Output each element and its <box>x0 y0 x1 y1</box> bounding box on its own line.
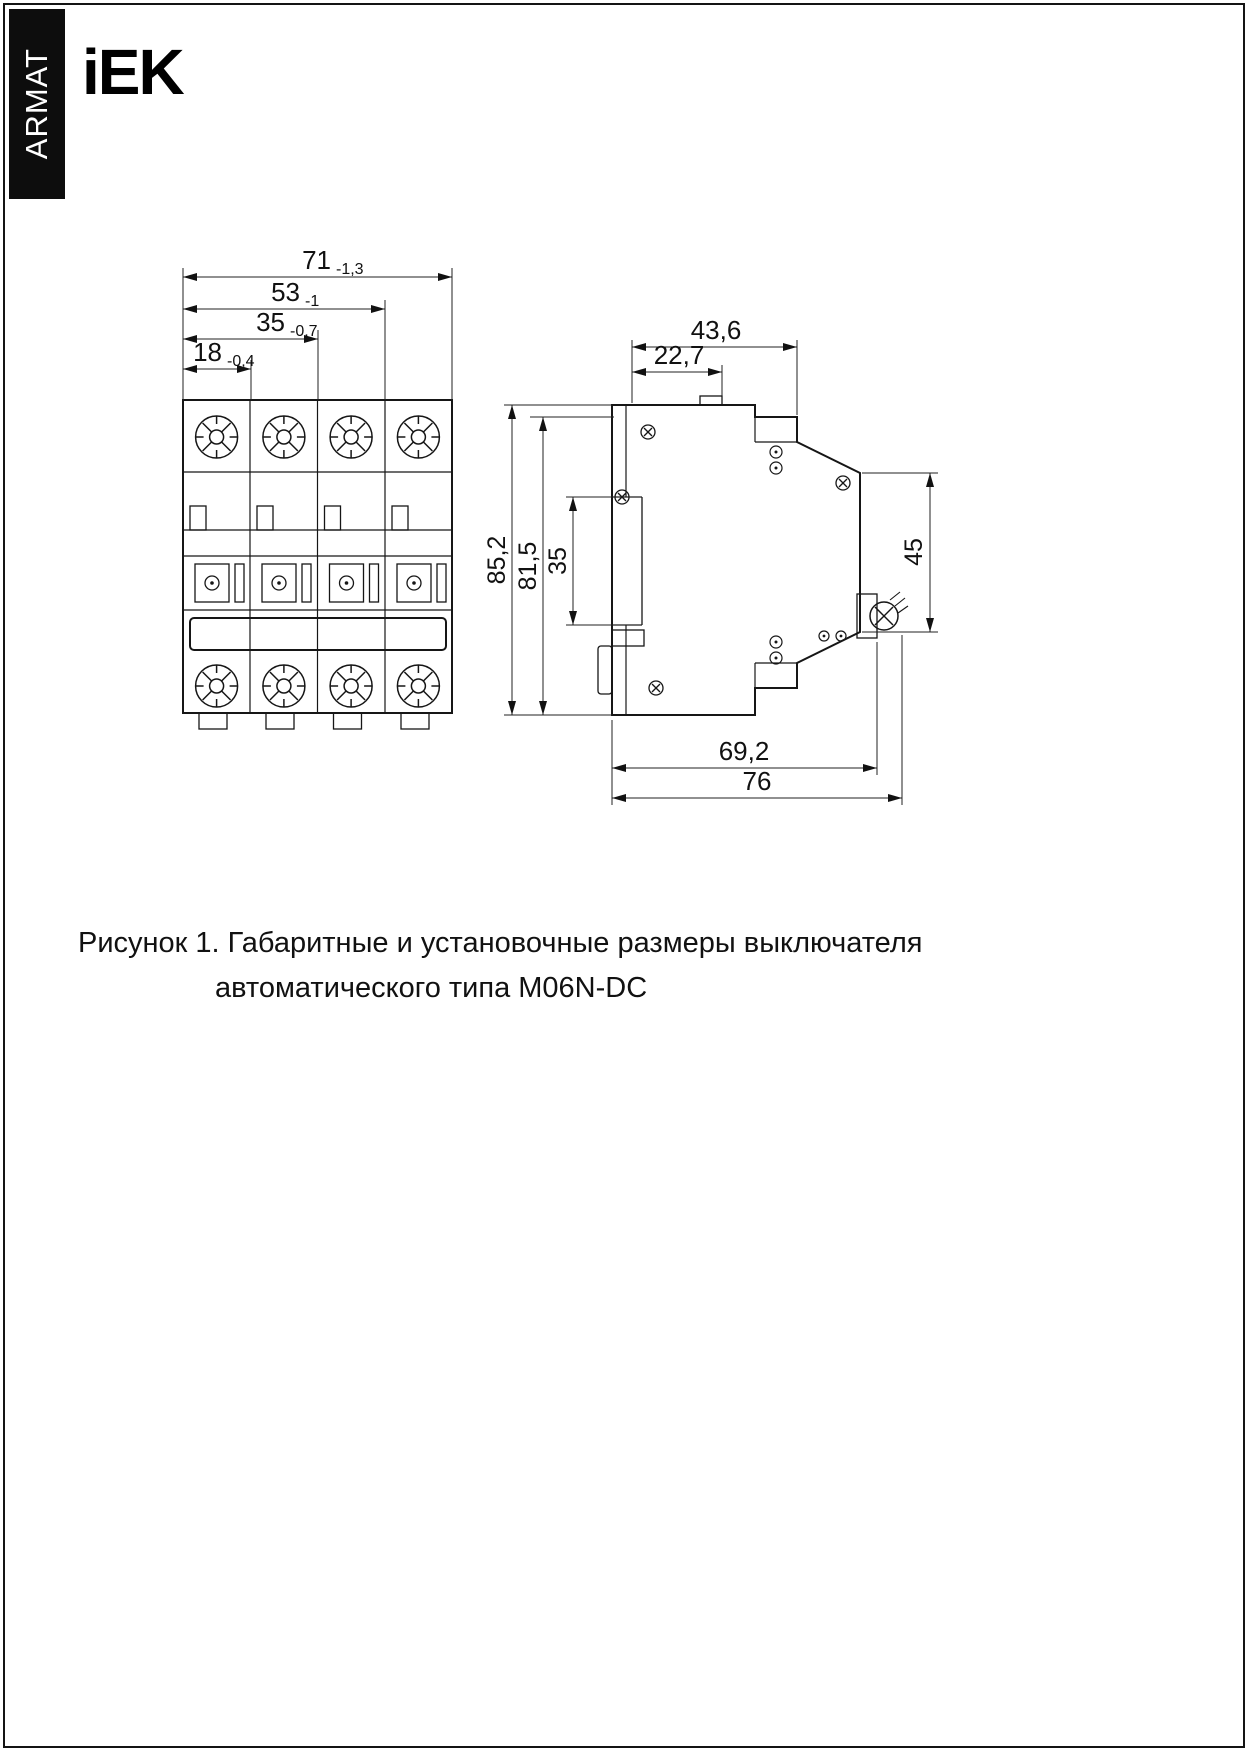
rivet-icon <box>836 476 850 490</box>
terminal-screw-icon <box>397 665 439 707</box>
dim-tolerance-53: -1 <box>305 293 320 310</box>
dim-label-71: 71 <box>302 245 331 275</box>
figure-caption-line2: автоматического типа M06N-DC <box>215 971 648 1004</box>
dim-label-76: 76 <box>742 766 772 796</box>
figure-caption <box>78 921 922 1011</box>
iek-logo: iEK <box>82 36 183 108</box>
din-clip-body <box>612 630 644 646</box>
dim-label-35: 35 <box>256 307 285 337</box>
dim-tolerance-18: -0,4 <box>227 353 255 370</box>
dim-label-35-side: 35 <box>544 547 572 575</box>
terminal-screw-icon <box>263 416 305 458</box>
dimension-drawing <box>0 0 1248 870</box>
dim-tolerance-71: -1,3 <box>336 261 364 278</box>
front-view-dimensions <box>183 245 452 400</box>
side-view-dimensions <box>483 315 938 805</box>
dim-label-18: 18 <box>193 337 222 367</box>
terminal-screw-icon <box>330 416 372 458</box>
side-body-outline <box>612 405 860 715</box>
terminal-screw-icon <box>397 416 439 458</box>
side-toggle-tip <box>700 396 722 405</box>
dim-label-69-2: 69,2 <box>718 736 770 766</box>
terminal-screw-icon <box>330 665 372 707</box>
terminal-screw-icon <box>263 665 305 707</box>
dim-tolerance-35: -0,7 <box>290 323 318 340</box>
dim-label-81-5: 81,5 <box>514 541 542 591</box>
dim-label-45: 45 <box>900 538 928 566</box>
dim-label-53: 53 <box>271 277 300 307</box>
figure-caption-line1: Рисунок 1. Габаритные и установочные размеры выключателя <box>78 927 923 959</box>
din-clip-tab <box>598 646 612 694</box>
terminal-screw-icon <box>196 665 238 707</box>
armat-brand-text: ARMAT <box>19 48 54 160</box>
terminal-screw-icon <box>196 416 238 458</box>
dim-label-85-2: 85,2 <box>483 535 511 585</box>
dim-label-43-6: 43,6 <box>690 315 742 345</box>
side-view <box>598 396 908 715</box>
rivet-icon <box>641 425 655 439</box>
dim-label-22-7: 22,7 <box>653 340 705 370</box>
rivet-icon <box>649 681 663 695</box>
front-view <box>183 400 452 729</box>
